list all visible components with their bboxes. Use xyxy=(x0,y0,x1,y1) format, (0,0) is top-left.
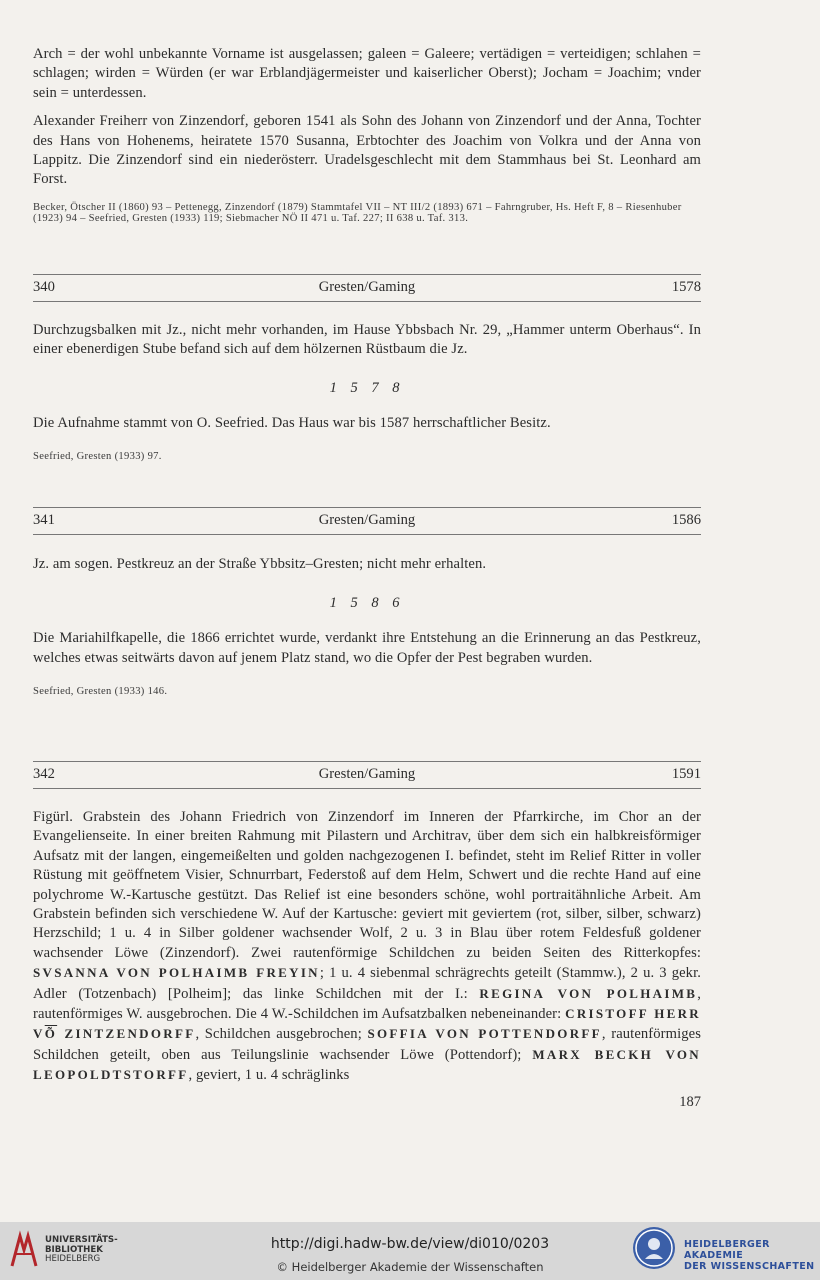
entry-references: Seefried, Gresten (1933) 146. xyxy=(33,686,168,698)
ub-line-2: BIBLIOTHEK xyxy=(45,1244,103,1255)
page-number: 187 xyxy=(679,1094,701,1110)
inscription-name: MARX BECKH VON LEOPOLDTSTORFF xyxy=(33,1046,701,1083)
entry-body-342 xyxy=(33,808,701,1086)
permalink-url[interactable]: http://digi.hadw-bw.de/view/di010/0203 xyxy=(270,1236,550,1252)
intro-paragraph-2: Alexander Freiherr von Zinzendorf, geboren 1541 als Sohn des Johann von Zinzendorf und der Anna, Tochter des Hans von Hohenems, heiratete 1570 Susanna, Erbtochter des Joachim von Volkra und der Anna von Lappitz. Die Zinzendorf sind ein niederösterr. Uradelsgeschlecht mit dem Stammhaus bei St. Leonhard am Forst. xyxy=(33,113,701,188)
entry-note: Die Aufnahme stammt von O. Seefried. Das Haus war bis 1587 herrschaftlicher Besitz. xyxy=(33,414,551,431)
academy-name xyxy=(684,1239,820,1272)
inscription-name: SVSANNA VON POLHAIMB FREYIN xyxy=(33,965,320,981)
entry-description: Jz. am sogen. Pestkreuz an der Straße Ybbsitz–Gresten; nicht mehr erhalten. xyxy=(33,556,487,572)
text-segment: , geviert, 1 u. 4 schräglinks xyxy=(188,1067,350,1084)
entry-location: Gresten/Gaming xyxy=(318,512,416,528)
intro-references: Becker, Ötscher II (1860) 93 – Pettenegg, Zinzendorf (1879) Stammtafel VII – NT III/2 (1893) 671 – Fahrngruber, Hs. Heft F, 8 – Riesenhuber (1923) 94 – Seefried, Gresten (1933) 119; Siebmacher NÖ II 471 u. Taf. 227; II 638 u. Taf. 313. xyxy=(33,201,682,225)
inscription-name-abbrev: $\overline{Õ}$ xyxy=(44,1026,58,1042)
entry-number: 341 xyxy=(33,512,55,528)
text-segment: , rautenförmiges W. ausgebrochen. Die 4 W.-Schildchen im Aufsatzbalken nebeneinander: xyxy=(33,985,701,1023)
intro-section xyxy=(33,45,701,225)
inscription-text: 1 5 7 8 xyxy=(329,379,405,396)
entry-body-341 xyxy=(33,555,701,698)
entry-body-340 xyxy=(33,321,701,463)
ub-line-1: UNIVERSITÄTS- xyxy=(45,1235,118,1245)
entry-note: Die Mariahilfkapelle, die 1866 errichtet wurde, verdankt ihre Entstehung an die Erinnerung an das Pestkreuz, welches etwas seitwärts davon auf jenem Platz stand, wo die Opfer der Pest begraben wurden. xyxy=(33,630,701,666)
entry-number: 342 xyxy=(33,766,55,782)
entry-references: Seefried, Gresten (1933) 97. xyxy=(33,451,162,463)
inscription-name: ZINTZENDORFF xyxy=(57,1026,196,1042)
ub-line-3: HEIDELBERG xyxy=(45,1254,101,1265)
text-segment: Figürl. Grabstein des Johann Friedrich von Zinzendorf im Inneren der Pfarrkirche, im Chor an der Evangelienseite. In einer breiten Rahmung mit Pilastern und Architrav, über dem sich ein halbkreisförmiger Aufsatz mit der langen, eingemeißelten und golden nachgezogenen I. befindet, steht im Relief Ritter in voller Rüstung mit geöffnetem Visier, Schnurrbart, Federstoß auf dem Helm, Schwert und die rechte Hand auf eine polychrome W.-Kartusche gestützt. Das Relief ist eine besonders schöne, wohl portraitähnliche Arbeit. Am Grabstein befinden sich verschiedene W. Auf der Kartusche: geviert mit geviertem (rot, silber, silber, schwarz) Herzschild; 1 u. 4 in Silber goldener wachsender Wolf, 2 u. 3 in Blau über rotem Feldesfuß goldener wachsender Löwe (Zinzendorf). Zwei rautenförmige Schildchen zu beiden Seiten des Ritterkopfes: xyxy=(33,809,701,961)
academy-line-1: HEIDELBERGER AKADEMIE xyxy=(684,1239,770,1261)
inscription-name: CRISTOFF HERR V xyxy=(33,1006,701,1042)
inscription-name: REGINA VON POLHAIMB xyxy=(479,985,698,1001)
entry-header-341 xyxy=(33,507,701,535)
intro-paragraph-1: Arch = der wohl unbekannte Vorname ist ausgelassen; galeen = Galeere; vertädigen = verteidigen; schlahen = schlagen; wirden = Würden (er war Erblandjägermeister und kaiserlicher Oberst); Jocham = Joachim; vnder sein = unterdessen. xyxy=(33,46,701,101)
text-segment: , rautenförmiges Schildchen geteilt, oben aus Teilungslinie wachsender Löwe (Pottendorf); xyxy=(33,1026,701,1063)
footer-bar xyxy=(0,1222,820,1280)
inscription-text: 1 5 8 6 xyxy=(329,595,405,612)
entry-header-342 xyxy=(33,761,701,789)
academy-seal-icon[interactable] xyxy=(633,1227,675,1269)
entry-location: Gresten/Gaming xyxy=(318,766,416,782)
text-segment: ; 1 u. 4 siebenmal schrägrechts geteilt (Stammw.), 2 u. 3 gekr. Adler (Totzenbach) [Polheim]; das linke Schildchen mit der I.: xyxy=(33,965,701,1002)
entry-location: Gresten/Gaming xyxy=(318,279,416,295)
inscription-name: SOFFIA VON POTTENDORFF xyxy=(367,1026,602,1042)
academy-line-2: DER WISSENSCHAFTEN xyxy=(684,1261,815,1272)
entry-year: 1591 xyxy=(671,766,701,782)
entry-number: 340 xyxy=(33,279,55,295)
entry-year: 1578 xyxy=(671,279,701,295)
entry-header-340 xyxy=(33,274,701,302)
text-segment: , Schildchen ausgebrochen; xyxy=(195,1026,368,1043)
copyright-notice: © Heidelberger Akademie der Wissenschaften xyxy=(276,1260,544,1274)
entry-description: Durchzugsbalken mit Jz., nicht mehr vorhanden, im Hause Ybbsbach Nr. 29, „Hammer unterm Oberhaus“. In einer ebenerdigen Stube befand sich auf dem hölzernen Rüstbaum die Jz. xyxy=(33,322,701,358)
entry-year: 1586 xyxy=(671,512,701,528)
entry-description xyxy=(33,808,701,1086)
